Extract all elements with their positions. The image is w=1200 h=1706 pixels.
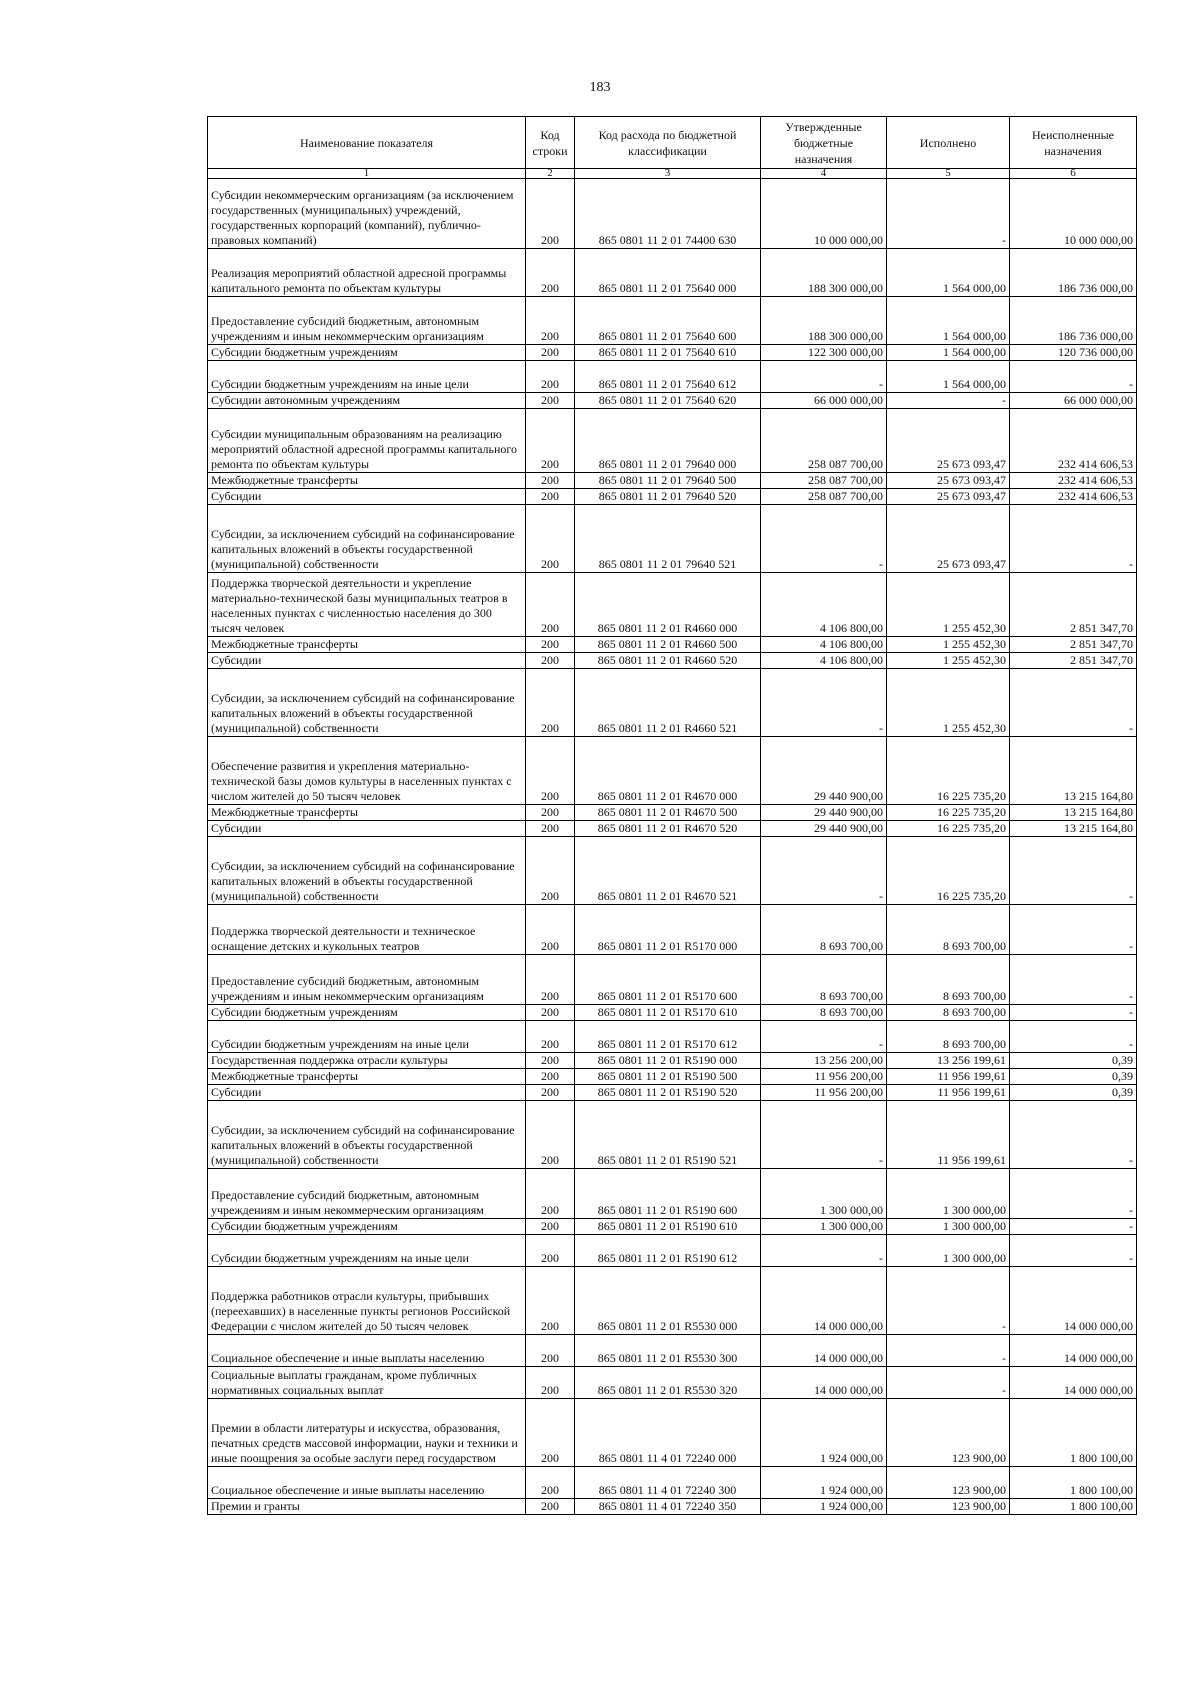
budget-code-cell: 865 0801 11 2 01 R5190 610 [575,1219,761,1235]
unexecuted-amount-cell: 13 215 164,80 [1010,737,1137,805]
table-row [208,573,1137,637]
executed-amount-cell: 25 673 093,47 [887,489,1010,505]
line-code-cell: 200 [526,637,575,653]
unexecuted-amount-cell: 14 000 000,00 [1010,1335,1137,1367]
executed-amount-cell: 1 255 452,30 [887,573,1010,637]
indicator-name-cell: Субсидии муниципальным образованиям на реализацию мероприятий областной адресной программы капитального ремонта по объектам культуры [208,409,526,473]
header-unexecuted: Неисполненные назначения [1010,117,1137,169]
executed-amount-cell: 123 900,00 [887,1399,1010,1467]
indicator-name-cell: Субсидии некоммерческим организациям (за исключением государственных (муниципальных) учреждений, государственных корпораций (компаний), публично-правовых компаний) [208,179,526,249]
indicator-name-cell: Реализация мероприятий областной адресной программы капитального ремонта по объектам культуры [208,249,526,297]
executed-amount-cell: - [887,1267,1010,1335]
budget-code-cell: 865 0801 11 2 01 75640 000 [575,249,761,297]
line-code-cell: 200 [526,653,575,669]
table-row [208,1005,1137,1021]
unexecuted-amount-cell: 0,39 [1010,1053,1137,1069]
executed-amount-cell: 1 255 452,30 [887,637,1010,653]
indicator-name-cell: Субсидии [208,821,526,837]
budget-code-cell: 865 0801 11 2 01 R4660 000 [575,573,761,637]
executed-amount-cell: 8 693 700,00 [887,1021,1010,1053]
budget-code-cell: 865 0801 11 2 01 R5170 610 [575,1005,761,1021]
indicator-name-cell: Межбюджетные трансферты [208,805,526,821]
approved-amount-cell: 1 924 000,00 [761,1499,887,1515]
table-row [208,345,1137,361]
approved-amount-cell: 1 924 000,00 [761,1399,887,1467]
unexecuted-amount-cell: - [1010,669,1137,737]
approved-amount-cell: 188 300 000,00 [761,297,887,345]
executed-amount-cell: 1 255 452,30 [887,669,1010,737]
line-code-cell: 200 [526,409,575,473]
approved-amount-cell: 29 440 900,00 [761,821,887,837]
executed-amount-cell: 8 693 700,00 [887,955,1010,1005]
unexecuted-amount-cell: - [1010,905,1137,955]
approved-amount-cell: 8 693 700,00 [761,905,887,955]
approved-amount-cell: 14 000 000,00 [761,1267,887,1335]
budget-code-cell: 865 0801 11 2 01 79640 520 [575,489,761,505]
table-row [208,393,1137,409]
line-code-cell: 200 [526,1335,575,1367]
unexecuted-amount-cell: 1 800 100,00 [1010,1399,1137,1467]
executed-amount-cell: 11 956 199,61 [887,1069,1010,1085]
indicator-name-cell: Межбюджетные трансферты [208,473,526,489]
approved-amount-cell: - [761,361,887,393]
budget-code-cell: 865 0801 11 2 01 R5530 320 [575,1367,761,1399]
column-number: 6 [1010,169,1137,179]
indicator-name-cell: Субсидии бюджетным учреждениям [208,1219,526,1235]
unexecuted-amount-cell: 0,39 [1010,1085,1137,1101]
line-code-cell: 200 [526,345,575,361]
indicator-name-cell: Обеспечение развития и укрепления материально-технической базы домов культуры в населенных пунктах с числом жителей до 50 тысяч человек [208,737,526,805]
budget-code-cell: 865 0801 11 2 01 R4670 521 [575,837,761,905]
table-row [208,1169,1137,1219]
table-row [208,1267,1137,1335]
table-row [208,1219,1137,1235]
table-row [208,1085,1137,1101]
unexecuted-amount-cell: 186 736 000,00 [1010,249,1137,297]
budget-code-cell: 865 0801 11 2 01 R5530 300 [575,1335,761,1367]
approved-amount-cell: 4 106 800,00 [761,573,887,637]
indicator-name-cell: Субсидии автономным учреждениям [208,393,526,409]
indicator-name-cell: Поддержка творческой деятельности и техническое оснащение детских и кукольных театров [208,905,526,955]
column-number: 1 [208,169,526,179]
approved-amount-cell: 1 300 000,00 [761,1219,887,1235]
approved-amount-cell: 13 256 200,00 [761,1053,887,1069]
executed-amount-cell: 13 256 199,61 [887,1053,1010,1069]
executed-amount-cell: 1 564 000,00 [887,345,1010,361]
unexecuted-amount-cell: 1 800 100,00 [1010,1467,1137,1499]
table-row [208,1399,1137,1467]
executed-amount-cell: 1 564 000,00 [887,297,1010,345]
line-code-cell: 200 [526,1069,575,1085]
executed-amount-cell: 123 900,00 [887,1467,1010,1499]
unexecuted-amount-cell: 13 215 164,80 [1010,805,1137,821]
indicator-name-cell: Межбюджетные трансферты [208,637,526,653]
line-code-cell: 200 [526,1499,575,1515]
unexecuted-amount-cell: 14 000 000,00 [1010,1267,1137,1335]
indicator-name-cell: Субсидии бюджетным учреждениям [208,345,526,361]
table-row [208,297,1137,345]
budget-code-cell: 865 0801 11 2 01 R4670 500 [575,805,761,821]
header-line-code: Код строки [526,117,575,169]
line-code-cell: 200 [526,1367,575,1399]
indicator-name-cell: Социальное обеспечение и иные выплаты населению [208,1467,526,1499]
table-row [208,837,1137,905]
indicator-name-cell: Субсидии, за исключением субсидий на софинансирование капитальных вложений в объекты государственной (муниципальной) собственности [208,837,526,905]
budget-code-cell: 865 0801 11 4 01 72240 300 [575,1467,761,1499]
column-number-row [208,169,1137,179]
line-code-cell: 200 [526,821,575,837]
line-code-cell: 200 [526,179,575,249]
budget-code-cell: 865 0801 11 2 01 75640 600 [575,297,761,345]
approved-amount-cell: 11 956 200,00 [761,1069,887,1085]
budget-code-cell: 865 0801 11 2 01 74400 630 [575,179,761,249]
approved-amount-cell: - [761,1101,887,1169]
unexecuted-amount-cell: 1 800 100,00 [1010,1499,1137,1515]
table-row [208,1053,1137,1069]
unexecuted-amount-cell: - [1010,1005,1137,1021]
line-code-cell: 200 [526,1101,575,1169]
executed-amount-cell: 11 956 199,61 [887,1085,1010,1101]
page-number: 183 [589,80,611,95]
executed-amount-cell: 1 300 000,00 [887,1169,1010,1219]
approved-amount-cell: 4 106 800,00 [761,653,887,669]
budget-code-cell: 865 0801 11 2 01 R5190 500 [575,1069,761,1085]
table-row [208,1021,1137,1053]
approved-amount-cell: 8 693 700,00 [761,955,887,1005]
budget-code-cell: 865 0801 11 4 01 72240 000 [575,1399,761,1467]
indicator-name-cell: Предоставление субсидий бюджетным, автономным учреждениям и иным некоммерческим организациям [208,297,526,345]
indicator-name-cell: Субсидии [208,653,526,669]
line-code-cell: 200 [526,805,575,821]
executed-amount-cell: 25 673 093,47 [887,473,1010,489]
table-row [208,409,1137,473]
approved-amount-cell: 66 000 000,00 [761,393,887,409]
table-row [208,1101,1137,1169]
budget-code-cell: 865 0801 11 2 01 R5190 612 [575,1235,761,1267]
table-row [208,1235,1137,1267]
executed-amount-cell: 123 900,00 [887,1499,1010,1515]
table-row [208,821,1137,837]
approved-amount-cell: - [761,1021,887,1053]
unexecuted-amount-cell: 10 000 000,00 [1010,179,1137,249]
unexecuted-amount-cell: 232 414 606,53 [1010,473,1137,489]
table-row [208,1069,1137,1085]
approved-amount-cell: 29 440 900,00 [761,737,887,805]
approved-amount-cell: 188 300 000,00 [761,249,887,297]
indicator-name-cell: Субсидии бюджетным учреждениям [208,1005,526,1021]
line-code-cell: 200 [526,737,575,805]
approved-amount-cell: 14 000 000,00 [761,1335,887,1367]
executed-amount-cell: 16 225 735,20 [887,737,1010,805]
indicator-name-cell: Премии и гранты [208,1499,526,1515]
header-budget-code: Код расхода по бюджетной классификации [575,117,761,169]
approved-amount-cell: - [761,669,887,737]
line-code-cell: 200 [526,297,575,345]
approved-amount-cell: 14 000 000,00 [761,1367,887,1399]
unexecuted-amount-cell: 232 414 606,53 [1010,409,1137,473]
header-executed: Исполнено [887,117,1010,169]
budget-code-cell: 865 0801 11 2 01 R4660 500 [575,637,761,653]
unexecuted-amount-cell: - [1010,505,1137,573]
table-row [208,505,1137,573]
budget-code-cell: 865 0801 11 4 01 72240 350 [575,1499,761,1515]
indicator-name-cell: Поддержка работников отрасли культуры, прибывших (переехавших) в населенные пункты регионов Российской Федерации с числом жителей до 50 тысяч человек [208,1267,526,1335]
unexecuted-amount-cell: 120 736 000,00 [1010,345,1137,361]
header-indicator-name: Наименование показателя [208,117,526,169]
budget-code-cell: 865 0801 11 2 01 R4660 521 [575,669,761,737]
budget-code-cell: 865 0801 11 2 01 R5190 600 [575,1169,761,1219]
budget-code-cell: 865 0801 11 2 01 R5190 520 [575,1085,761,1101]
unexecuted-amount-cell: 2 851 347,70 [1010,573,1137,637]
column-number: 5 [887,169,1010,179]
unexecuted-amount-cell: 186 736 000,00 [1010,297,1137,345]
header-row [208,117,1137,169]
budget-code-cell: 865 0801 11 2 01 79640 521 [575,505,761,573]
line-code-cell: 200 [526,1085,575,1101]
indicator-name-cell: Государственная поддержка отрасли культуры [208,1053,526,1069]
line-code-cell: 200 [526,905,575,955]
line-code-cell: 200 [526,573,575,637]
table-row [208,489,1137,505]
approved-amount-cell: 1 300 000,00 [761,1169,887,1219]
executed-amount-cell: - [887,393,1010,409]
executed-amount-cell: 11 956 199,61 [887,1101,1010,1169]
table-row [208,737,1137,805]
indicator-name-cell: Поддержка творческой деятельности и укрепление материально-технической базы муниципальных театров в населенных пунктах с численностью населения до 300 тысяч человек [208,573,526,637]
indicator-name-cell: Предоставление субсидий бюджетным, автономным учреждениям и иным некоммерческим организациям [208,955,526,1005]
line-code-cell: 200 [526,669,575,737]
table-row [208,905,1137,955]
column-number: 4 [761,169,887,179]
column-number: 2 [526,169,575,179]
unexecuted-amount-cell: - [1010,837,1137,905]
indicator-name-cell: Субсидии [208,1085,526,1101]
line-code-cell: 200 [526,1399,575,1467]
unexecuted-amount-cell: 2 851 347,70 [1010,637,1137,653]
budget-code-cell: 865 0801 11 2 01 R5530 000 [575,1267,761,1335]
indicator-name-cell: Субсидии, за исключением субсидий на софинансирование капитальных вложений в объекты государственной (муниципальной) собственности [208,1101,526,1169]
executed-amount-cell: 16 225 735,20 [887,821,1010,837]
approved-amount-cell: 10 000 000,00 [761,179,887,249]
approved-amount-cell: - [761,1235,887,1267]
approved-amount-cell: - [761,505,887,573]
column-number: 3 [575,169,761,179]
budget-execution-table [207,116,1137,1515]
unexecuted-amount-cell: 232 414 606,53 [1010,489,1137,505]
unexecuted-amount-cell: - [1010,1021,1137,1053]
indicator-name-cell: Субсидии, за исключением субсидий на софинансирование капитальных вложений в объекты государственной (муниципальной) собственности [208,669,526,737]
line-code-cell: 200 [526,505,575,573]
budget-code-cell: 865 0801 11 2 01 75640 610 [575,345,761,361]
line-code-cell: 200 [526,837,575,905]
approved-amount-cell: 8 693 700,00 [761,1005,887,1021]
table-row [208,955,1137,1005]
budget-code-cell: 865 0801 11 2 01 75640 612 [575,361,761,393]
budget-code-cell: 865 0801 11 2 01 R5170 600 [575,955,761,1005]
indicator-name-cell: Социальные выплаты гражданам, кроме публичных нормативных социальных выплат [208,1367,526,1399]
executed-amount-cell: 1 255 452,30 [887,653,1010,669]
indicator-name-cell: Межбюджетные трансферты [208,1069,526,1085]
executed-amount-cell: 1 300 000,00 [887,1235,1010,1267]
executed-amount-cell: - [887,1335,1010,1367]
line-code-cell: 200 [526,249,575,297]
unexecuted-amount-cell: - [1010,1101,1137,1169]
budget-code-cell: 865 0801 11 2 01 R5170 612 [575,1021,761,1053]
approved-amount-cell: 11 956 200,00 [761,1085,887,1101]
budget-code-cell: 865 0801 11 2 01 R5190 000 [575,1053,761,1069]
budget-code-cell: 865 0801 11 2 01 79640 500 [575,473,761,489]
executed-amount-cell: 16 225 735,20 [887,805,1010,821]
budget-code-cell: 865 0801 11 2 01 75640 620 [575,393,761,409]
table-row [208,1499,1137,1515]
executed-amount-cell: 8 693 700,00 [887,905,1010,955]
executed-amount-cell: 16 225 735,20 [887,837,1010,905]
unexecuted-amount-cell: - [1010,1169,1137,1219]
table-row [208,1335,1137,1367]
table-row [208,805,1137,821]
line-code-cell: 200 [526,1267,575,1335]
indicator-name-cell: Социальное обеспечение и иные выплаты населению [208,1335,526,1367]
line-code-cell: 200 [526,1219,575,1235]
budget-code-cell: 865 0801 11 2 01 R5190 521 [575,1101,761,1169]
line-code-cell: 200 [526,393,575,409]
header-approved: Утвержденные бюджетные назначения [761,117,887,169]
budget-code-cell: 865 0801 11 2 01 R4670 520 [575,821,761,837]
line-code-cell: 200 [526,1169,575,1219]
table-row [208,249,1137,297]
unexecuted-amount-cell: - [1010,361,1137,393]
indicator-name-cell: Субсидии бюджетным учреждениям на иные цели [208,361,526,393]
line-code-cell: 200 [526,1467,575,1499]
line-code-cell: 200 [526,361,575,393]
approved-amount-cell: 122 300 000,00 [761,345,887,361]
table-body [208,179,1137,1515]
budget-code-cell: 865 0801 11 2 01 R5170 000 [575,905,761,955]
budget-code-cell: 865 0801 11 2 01 R4660 520 [575,653,761,669]
unexecuted-amount-cell: - [1010,955,1137,1005]
executed-amount-cell: 1 564 000,00 [887,249,1010,297]
executed-amount-cell: 25 673 093,47 [887,505,1010,573]
indicator-name-cell: Субсидии бюджетным учреждениям на иные цели [208,1235,526,1267]
table-row [208,669,1137,737]
approved-amount-cell: 1 924 000,00 [761,1467,887,1499]
table-row [208,1367,1137,1399]
approved-amount-cell: 258 087 700,00 [761,489,887,505]
executed-amount-cell: 25 673 093,47 [887,409,1010,473]
approved-amount-cell: 258 087 700,00 [761,409,887,473]
unexecuted-amount-cell: 13 215 164,80 [1010,821,1137,837]
line-code-cell: 200 [526,1235,575,1267]
table-row [208,637,1137,653]
budget-code-cell: 865 0801 11 2 01 R4670 000 [575,737,761,805]
executed-amount-cell: - [887,1367,1010,1399]
unexecuted-amount-cell: 0,39 [1010,1069,1137,1085]
line-code-cell: 200 [526,1021,575,1053]
unexecuted-amount-cell: 2 851 347,70 [1010,653,1137,669]
line-code-cell: 200 [526,1053,575,1069]
indicator-name-cell: Премии в области литературы и искусства, образования, печатных средств массовой информации, науки и техники и иные поощрения за особые заслуги перед государством [208,1399,526,1467]
table-row [208,653,1137,669]
line-code-cell: 200 [526,473,575,489]
table-row [208,179,1137,249]
indicator-name-cell: Субсидии, за исключением субсидий на софинансирование капитальных вложений в объекты государственной (муниципальной) собственности [208,505,526,573]
executed-amount-cell: 8 693 700,00 [887,1005,1010,1021]
unexecuted-amount-cell: - [1010,1235,1137,1267]
line-code-cell: 200 [526,1005,575,1021]
executed-amount-cell: 1 564 000,00 [887,361,1010,393]
executed-amount-cell: 1 300 000,00 [887,1219,1010,1235]
table-row [208,361,1137,393]
table-row [208,1467,1137,1499]
table-row [208,473,1137,489]
indicator-name-cell: Субсидии бюджетным учреждениям на иные цели [208,1021,526,1053]
approved-amount-cell: 4 106 800,00 [761,637,887,653]
executed-amount-cell: - [887,179,1010,249]
unexecuted-amount-cell: 14 000 000,00 [1010,1367,1137,1399]
approved-amount-cell: 258 087 700,00 [761,473,887,489]
budget-code-cell: 865 0801 11 2 01 79640 000 [575,409,761,473]
unexecuted-amount-cell: - [1010,1219,1137,1235]
line-code-cell: 200 [526,489,575,505]
line-code-cell: 200 [526,955,575,1005]
approved-amount-cell: - [761,837,887,905]
indicator-name-cell: Предоставление субсидий бюджетным, автономным учреждениям и иным некоммерческим организациям [208,1169,526,1219]
approved-amount-cell: 29 440 900,00 [761,805,887,821]
unexecuted-amount-cell: 66 000 000,00 [1010,393,1137,409]
indicator-name-cell: Субсидии [208,489,526,505]
